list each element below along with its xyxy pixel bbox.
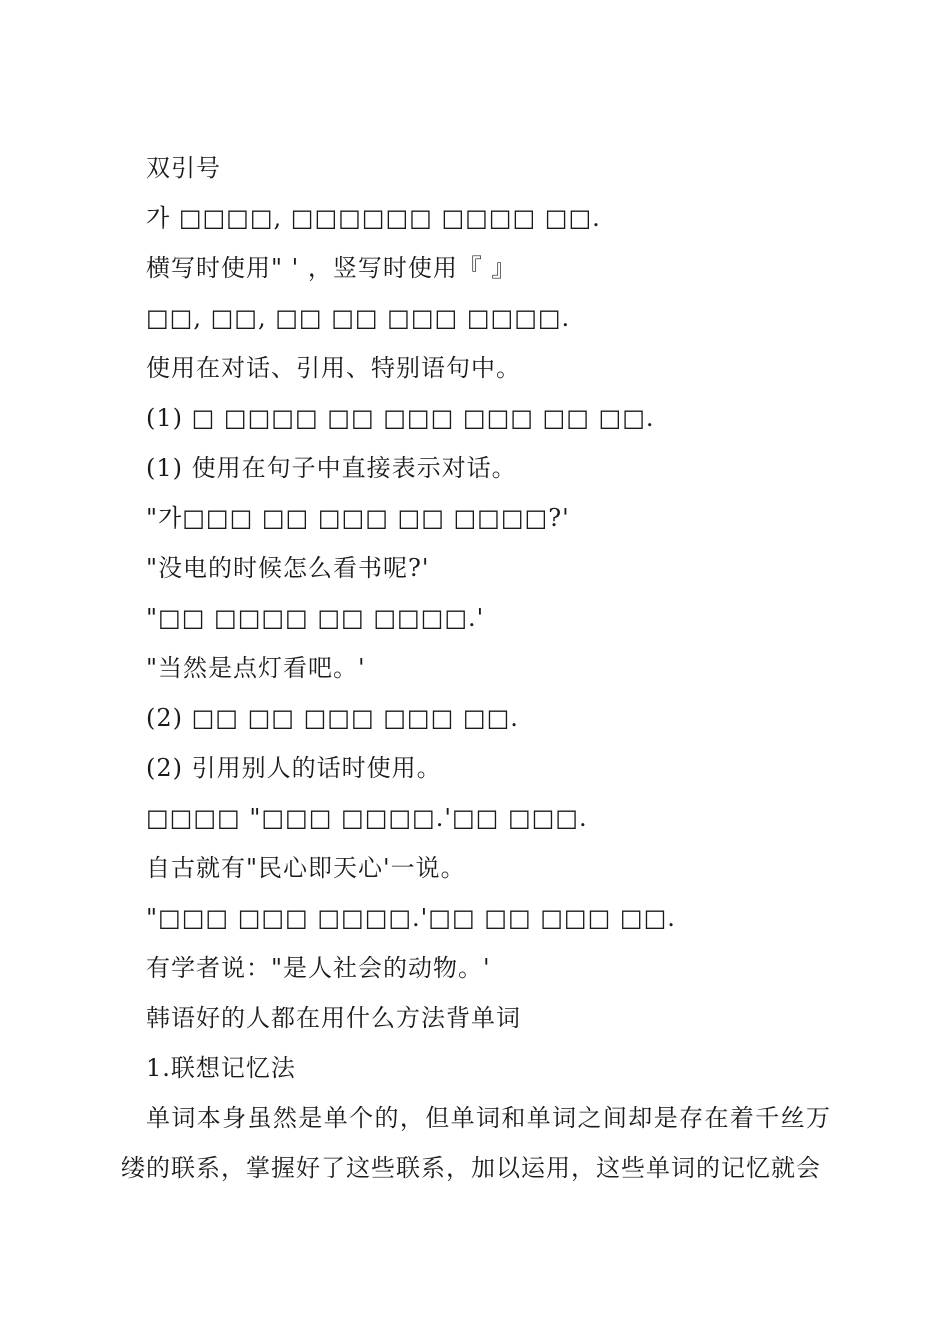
text-line: (2) □□ □□ □□□ □□□ □□. (146, 704, 519, 732)
text-line: □□, □□, □□ □□ □□□ □□□□. (146, 304, 571, 332)
text-line: "□□□ □□□ □□□□.'□□ □□ □□□ □□. (146, 904, 676, 932)
text-line: (1) □ □□□□ □□ □□□ □□□ □□ □□. (146, 404, 655, 432)
text-line: □□□□ "□□□ □□□□.'□□ □□□. (146, 804, 588, 832)
text-line: "가□□□ □□ □□□ □□ □□□□?' (146, 504, 570, 532)
text-line: 使用在对话、引用、特别语句中。 (146, 354, 521, 382)
text-line: "□□ □□□□ □□ □□□□.' (146, 604, 485, 632)
text-line: (1) 使用在句子中直接表示对话。 (146, 454, 517, 482)
section-title: 韩语好的人都在用什么方法背单词 (146, 1004, 521, 1032)
text-line: 有学者说："是人社会的动物。' (146, 954, 491, 982)
text-line: 横写时使用" ' ，竖写时使用『 』 (146, 254, 517, 282)
text-line: (2) 引用别人的话时使用。 (146, 754, 442, 782)
subsection-title: 1.联想记忆法 (146, 1054, 296, 1082)
text-line: "没电的时候怎么看书呢?' (146, 554, 430, 582)
text-line: 가 □□□□, □□□□□□ □□□□ □□. (146, 204, 601, 232)
text-line: 自古就有"民心即天心'一说。 (146, 854, 466, 882)
text-line: "当然是点灯看吧。' (146, 654, 366, 682)
body-paragraph: 单词本身虽然是单个的，但单词和单词之间却是存在着千丝万缕的联系，掌握好了这些联系，加以运用，这些单词的记忆就会 (121, 1104, 831, 1182)
heading-double-quotes: 双引号 (146, 154, 221, 182)
